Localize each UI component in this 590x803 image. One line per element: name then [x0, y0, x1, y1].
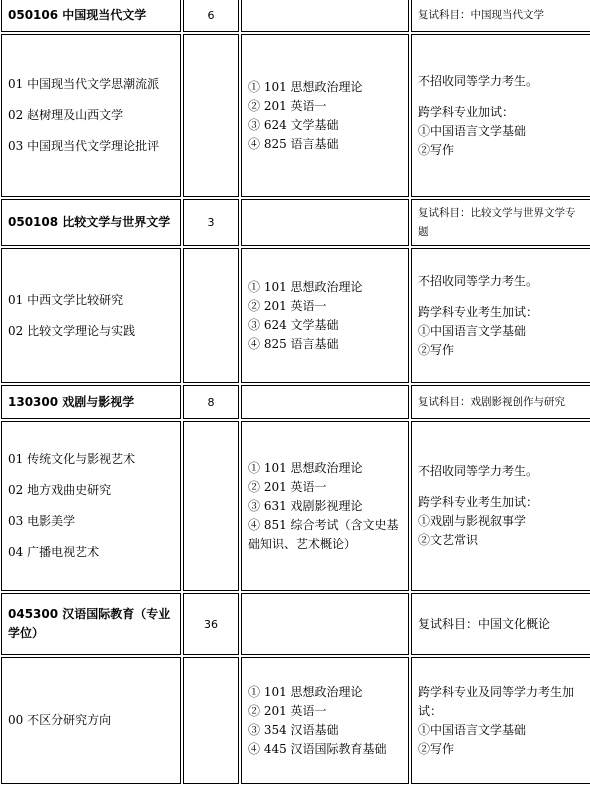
program-header-row [1, 593, 590, 655]
exam-item: ① 101 思想政治理论 [248, 684, 363, 699]
enrollment-count: 36 [183, 593, 239, 655]
exam-item: ④ 851 综合考试（含文史基础知识、艺术概论） [248, 517, 399, 551]
empty-cell [241, 385, 409, 419]
research-directions [1, 421, 181, 591]
enrollment-count: 3 [183, 199, 239, 246]
empty-cell [183, 657, 239, 784]
program-code-name: 050108 比较文学与世界文学 [1, 199, 181, 246]
research-directions [1, 248, 181, 383]
exam-item: ② 201 英语一 [248, 479, 327, 494]
direction-item: 03 中国现当代文学理论批评 [8, 139, 160, 153]
spacer [418, 481, 584, 493]
program-code-name: 045300 汉语国际教育（专业学位） [1, 593, 181, 655]
empty-cell [183, 34, 239, 197]
exam-subjects [241, 248, 409, 383]
empty-cell [183, 421, 239, 591]
exam-item: ④ 825 语言基础 [248, 336, 339, 351]
empty-cell [183, 248, 239, 383]
admission-requirements [411, 421, 590, 591]
exam-item: ① 101 思想政治理论 [248, 460, 363, 475]
empty-cell [241, 0, 409, 32]
admission-requirements [411, 248, 590, 383]
direction-item: 01 传统文化与影视艺术 [8, 452, 136, 466]
direction-item: 01 中西文学比较研究 [8, 292, 124, 307]
enrollment-count: 6 [183, 0, 239, 32]
admission-requirements [411, 34, 590, 197]
spacer [418, 291, 584, 303]
exam-subjects [241, 657, 409, 784]
retest-note: 复试科目：戏剧影视创作与研究 [411, 385, 590, 419]
admission-requirements [411, 657, 590, 784]
requirement-text: ①中国语言文学基础 [418, 323, 527, 338]
program-code-name: 130300 戏剧与影视学 [1, 385, 181, 419]
requirement-text: 跨学科专业考生加试： [418, 495, 539, 509]
program-header-row [1, 199, 590, 246]
direction-item: 02 地方戏曲史研究 [8, 483, 112, 497]
exam-item: ③ 354 汉语基础 [248, 722, 339, 737]
retest-note: 复试科目：中国现当代文学 [411, 0, 590, 32]
direction-item: 02 比较文学理论与实践 [8, 323, 136, 338]
exam-item: ③ 624 文学基础 [248, 317, 339, 332]
requirement-text: ①中国语言文学基础 [418, 123, 527, 138]
requirement-text: 跨学科专业考生加试： [418, 304, 539, 319]
retest-note: 复试科目：比较文学与世界文学专题 [411, 199, 590, 246]
requirement-text: 不招收同等学力考生。 [418, 273, 539, 288]
direction-item: 01 中国现当代文学思潮流派 [8, 77, 160, 91]
retest-note: 复试科目：中国文化概论 [411, 593, 590, 655]
exam-item: ④ 445 汉语国际教育基础 [248, 741, 387, 756]
program-code-name: 050106 中国现当代文学 [1, 0, 181, 32]
direction-item: 04 广播电视艺术 [8, 545, 100, 559]
exam-item: ② 201 英语一 [248, 98, 327, 113]
program-header-row [1, 385, 590, 419]
requirement-text: ①中国语言文学基础 [418, 722, 527, 737]
spacer [418, 91, 584, 103]
requirement-text: 跨学科专业及同等学力考生加试： [418, 684, 575, 718]
empty-cell [241, 593, 409, 655]
requirement-text: 不招收同等学力考生。 [418, 73, 539, 88]
direction-item: 00 不区分研究方向 [8, 713, 112, 727]
exam-subjects [241, 34, 409, 197]
exam-item: ② 201 英语一 [248, 703, 327, 718]
program-header-row [1, 0, 590, 32]
exam-item: ③ 631 戏剧影视理论 [248, 498, 363, 513]
requirement-text: 不招收同等学力考生。 [418, 464, 539, 478]
exam-item: ② 201 英语一 [248, 298, 327, 313]
exam-item: ① 101 思想政治理论 [248, 79, 363, 94]
requirement-text: 跨学科专业加试： [418, 104, 515, 119]
research-directions [1, 34, 181, 197]
research-directions [1, 657, 181, 784]
exam-item: ④ 825 语言基础 [248, 136, 339, 151]
program-detail-row [1, 248, 590, 383]
requirement-text: ②写作 [418, 342, 455, 357]
empty-cell [241, 199, 409, 246]
requirement-text: ②写作 [418, 142, 455, 157]
requirement-text: ②写作 [418, 741, 455, 756]
direction-item: 02 赵树理及山西文学 [8, 108, 124, 122]
exam-item: ① 101 思想政治理论 [248, 279, 363, 294]
exam-subjects [241, 421, 409, 591]
exam-item: ③ 624 文学基础 [248, 117, 339, 132]
program-detail-row [1, 421, 590, 591]
program-detail-row [1, 34, 590, 197]
direction-item: 03 电影美学 [8, 514, 76, 528]
program-detail-row [1, 657, 590, 784]
requirement-text: ①戏剧与影视叙事学 [418, 514, 527, 528]
enrollment-count: 8 [183, 385, 239, 419]
requirement-text: ②文艺常识 [418, 533, 479, 547]
